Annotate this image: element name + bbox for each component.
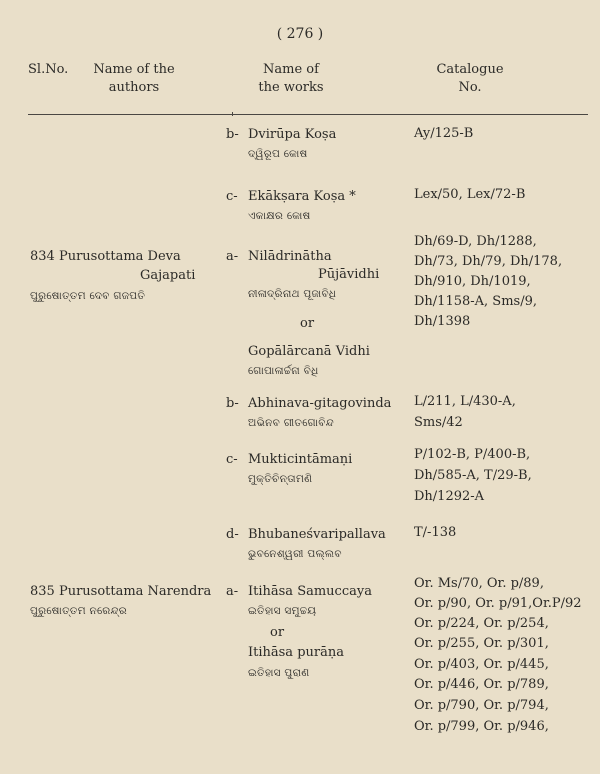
work-odia-title: ଅଭିନବ ଗୀତଗୋବିନ୍ଦ xyxy=(248,417,334,429)
header-catalogue-line2: No. xyxy=(458,80,482,95)
work-title-cont: Pūjāvidhi xyxy=(318,267,380,282)
catalogue-number: Sms/42 xyxy=(414,415,463,430)
catalogue-number: Or. p/403, Or. p/445, xyxy=(414,657,549,672)
work-label: b- xyxy=(226,396,239,411)
catalogue-number: Or. p/790, Or. p/794, xyxy=(414,698,549,713)
catalogue-number: Dh/910, Dh/1019, xyxy=(414,274,531,289)
work-title: Ekākṣara Koṣa * xyxy=(248,189,356,204)
header-works-line1: Name of xyxy=(263,62,319,77)
work-odia-title: ମୁକ୍ତିଚିନ୍ତାମଣି xyxy=(248,473,313,485)
work-title: Dvirūpa Koṣa xyxy=(248,127,337,142)
catalogue-number: Or. p/446, Or. p/789, xyxy=(414,677,549,692)
work-label: d- xyxy=(226,527,239,542)
work-label: c- xyxy=(226,452,238,467)
catalogue-number: Dh/585-A, T/29-B, xyxy=(414,468,532,483)
catalogue-number: Dh/1398 xyxy=(414,314,471,329)
header-authors-line2: authors xyxy=(108,80,160,95)
catalogue-number: Or. p/224, Or. p/254, xyxy=(414,616,549,631)
work-alt-title: Itihāsa purāṇa xyxy=(248,645,344,660)
header-catalogue-line1: Catalogue xyxy=(436,62,504,77)
header-divider xyxy=(28,114,588,115)
author-odia-name: ପୁରୁଷୋତ୍ତମ ନରେନ୍ଦ୍ର xyxy=(30,605,128,617)
work-label: c- xyxy=(226,189,238,204)
work-label: a- xyxy=(226,249,239,264)
author-odia-name: ପୁରୁଷୋତ୍ତମ ଦେବ ଗଜପତି xyxy=(30,290,146,302)
work-title: Itihāsa Samuccaya xyxy=(248,584,372,599)
or-separator: or xyxy=(270,625,285,640)
header-works-line2: the works xyxy=(258,80,324,95)
catalogue-number: Dh/73, Dh/79, Dh/178, xyxy=(414,254,563,269)
header-divider-tick xyxy=(232,112,233,116)
work-odia-title: ଇତିହାସ ସମୁଚ୍ଚୟ xyxy=(248,605,317,617)
catalogue-number: L/211, L/430-A, xyxy=(414,394,516,409)
catalogue-number: Dh/1158-A, Sms/9, xyxy=(414,294,537,309)
work-label: b- xyxy=(226,127,239,142)
work-title: Bhubaneśvaripallava xyxy=(248,527,386,542)
catalogue-number: Or. p/255, Or. p/301, xyxy=(414,636,549,651)
catalogue-number: Lex/50, Lex/72-B xyxy=(414,187,526,202)
work-odia-title: ନୀଳାଦ୍ରିନାଥ ପୂଜାବିଧି xyxy=(248,288,337,300)
author-name: 834 Purusottama Deva xyxy=(30,249,181,264)
author-name-cont: Gajapati xyxy=(140,268,196,283)
work-alt-title: Gopālārcanā Vidhi xyxy=(248,344,370,359)
catalogue-number: Dh/69-D, Dh/1288, xyxy=(414,234,537,249)
catalogue-number: Or. p/90, Or. p/91,Or.P/92 xyxy=(414,596,582,611)
author-name: 835 Purusottama Narendra xyxy=(30,584,212,599)
work-title: Nilādrinātha xyxy=(248,249,332,264)
catalogue-number: Dh/1292-A xyxy=(414,489,485,504)
catalogue-number: P/102-B, P/400-B, xyxy=(414,447,531,462)
or-separator: or xyxy=(300,316,315,331)
work-alt-odia-title: ଗୋପାଳାର୍ଚ୍ଚନା ବିଧି xyxy=(248,365,319,377)
work-odia-title: ଦ୍ୱିରୂପ କୋଷ xyxy=(248,148,308,160)
work-odia-title: ଭୁବନେଶ୍ୱରୀ ପଲ୍ଲବ xyxy=(248,548,342,560)
work-title: Mukticintāmaṇi xyxy=(248,452,353,467)
catalogue-number: Or. Ms/70, Or. p/89, xyxy=(414,576,544,591)
work-alt-odia-title: ଇତିହାସ ପୁରାଣ xyxy=(248,667,310,679)
work-odia-title: ଏକାକ୍ଷର କୋଷ xyxy=(248,210,311,222)
catalogue-number: Ay/125-B xyxy=(414,126,474,141)
page-number: ( 276 ) xyxy=(276,26,324,42)
catalogue-number: T/-138 xyxy=(414,525,457,540)
catalogue-number: Or. p/799, Or. p/946, xyxy=(414,719,549,734)
header-authors-line1: Name of the xyxy=(93,62,175,77)
work-title: Abhinava-gitagovinda xyxy=(248,396,392,411)
work-label: a- xyxy=(226,584,239,599)
header-sl-no: Sl.No. xyxy=(28,62,69,77)
